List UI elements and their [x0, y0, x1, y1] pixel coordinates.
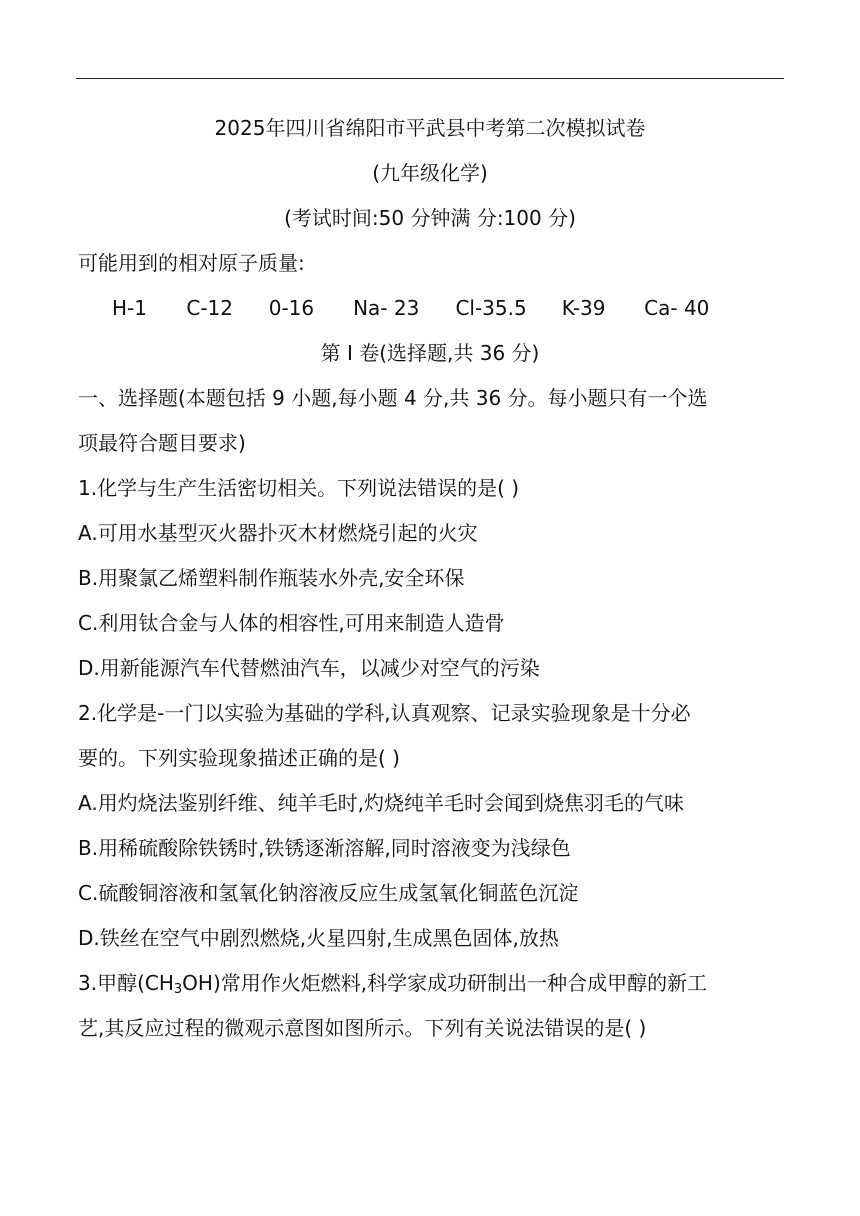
atomic-mass-label: 可能用到的相对原子质量:	[78, 251, 305, 275]
question-3-stem-prefix: 3.甲醇(CH	[78, 971, 174, 995]
question-3-stem-subscript: 3	[173, 982, 183, 997]
header-rule	[76, 78, 784, 79]
atomic-mass-item: Cl-35.5	[455, 296, 527, 320]
question-1-option-b: B.用聚氯乙烯塑料制作瓶装水外壳,安全环保	[78, 566, 465, 590]
question-1-option-d: D.用新能源汽车代替燃油汽车，以减少对空气的污染	[78, 656, 540, 680]
question-2-option-d: D.铁丝在空气中剧烈燃烧,火星四射,生成黑色固体,放热	[78, 926, 559, 950]
question-2-option-c: C.硫酸铜溶液和氢氧化钠溶液反应生成氢氧化铜蓝色沉淀	[78, 881, 579, 905]
question-3-stem-suffix: OH)常用作火炬燃料,科学家成功研制出一种合成甲醇的新工	[182, 971, 708, 995]
atomic-mass-item: Ca- 40	[644, 296, 710, 320]
question-2-stem: 要的。下列实验现象描述正确的是( )	[78, 746, 400, 770]
question-3-stem: 艺,其反应过程的微观示意图如图所示。下列有关说法错误的是( )	[78, 1016, 647, 1040]
section-instruction: 一、选择题(本题包括 9 小题,每小题 4 分,共 36 分。每小题只有一个选	[78, 386, 708, 410]
question-3-stem	[78, 969, 788, 997]
question-1-option-c: C.利用钛合金与人体的相容性,可用来制造人造骨	[78, 611, 505, 635]
question-2-option-a: A.用灼烧法鉴别纤维、纯羊毛时,灼烧纯羊毛时会闻到烧焦羽毛的气味	[78, 791, 685, 815]
question-2-stem: 2.化学是-一门以实验为基础的学科,认真观察、记录实验现象是十分必	[78, 701, 691, 725]
question-2-option-b: B.用稀硫酸除铁锈时,铁锈逐渐溶解,同时溶液变为浅绿色	[78, 836, 571, 860]
atomic-mass-item: K-39	[561, 296, 606, 320]
question-1-option-a: A.可用水基型灭火器扑灭木材燃烧引起的火灾	[78, 521, 478, 545]
exam-subtitle: (九年级化学)	[372, 161, 488, 185]
exam-title: 2025年四川省绵阳市平武县中考第二次模拟试卷	[214, 116, 646, 140]
section-instruction: 项最符合题目要求)	[78, 431, 246, 455]
exam-info: (考试时间:50 分钟满 分:100 分)	[284, 206, 576, 230]
question-1-stem: 1.化学与生产生活密切相关。下列说法错误的是( )	[78, 476, 520, 500]
atomic-mass-list	[112, 294, 709, 322]
section-title: 第 I 卷(选择题,共 36 分)	[320, 341, 540, 365]
atomic-mass-item: 0-16	[268, 296, 315, 320]
atomic-mass-item: H-1	[112, 296, 147, 320]
atomic-mass-item: Na- 23	[353, 296, 420, 320]
atomic-mass-item: C-12	[186, 296, 233, 320]
